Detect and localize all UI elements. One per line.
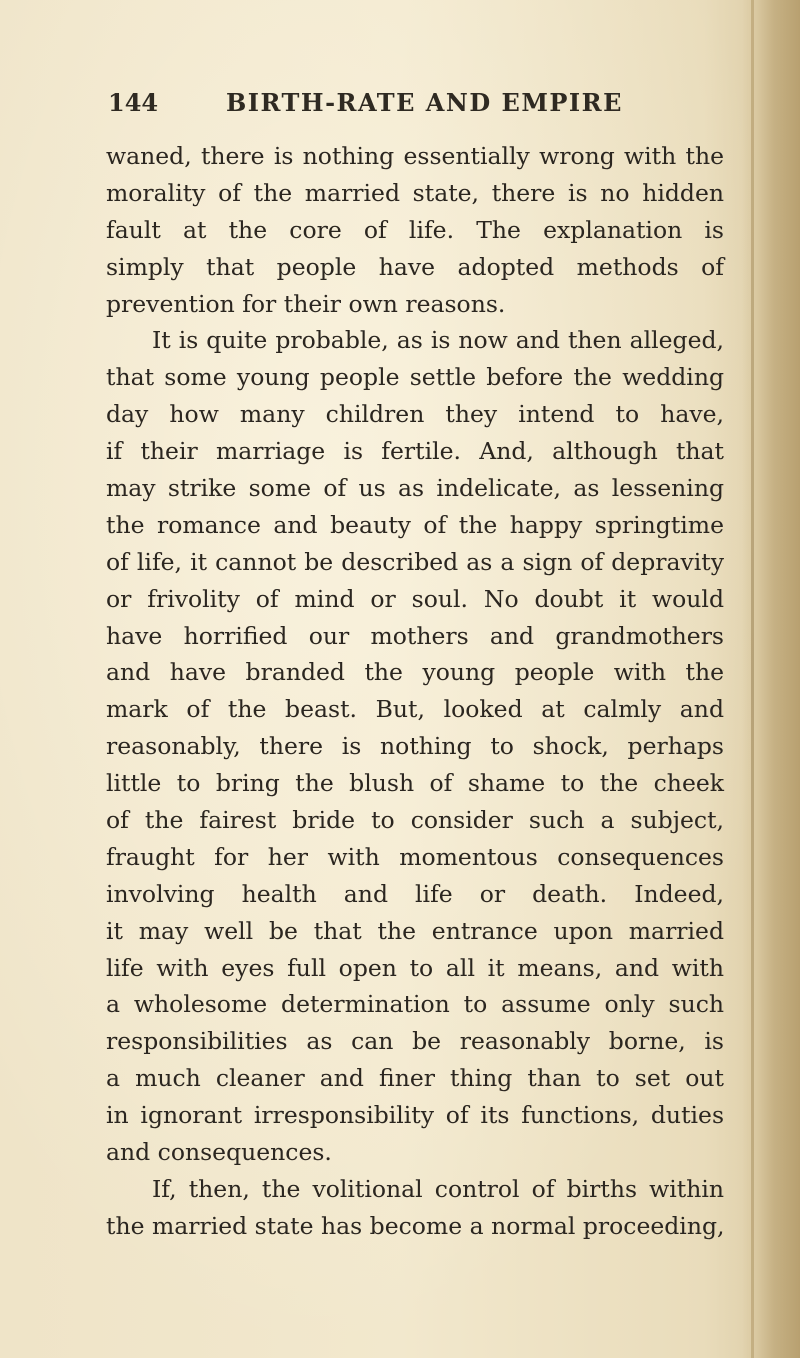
text-line: it may well be that the entrance upon married <box>106 916 724 945</box>
text-line: morality of the married state, there is no hidden <box>106 178 724 207</box>
text-line: the romance and beauty of the happy springtime <box>106 510 724 539</box>
text-line: involving health and life or death. Indeed, <box>106 879 724 908</box>
text-line: fraught for her with momentous consequences <box>106 842 724 871</box>
text-line: a much cleaner and finer thing than to set out <box>106 1064 724 1093</box>
body-text <box>106 138 724 1245</box>
page-number: 144 <box>108 88 159 117</box>
text-line: have horrified our mothers and grandmothers <box>106 621 724 650</box>
text-line: reasonably, there is nothing to shock, perhaps <box>106 732 724 761</box>
text-line: little to bring the blush of shame to the cheek <box>106 769 724 798</box>
paragraph-end-line: prevention for their own reasons. <box>106 289 506 318</box>
page-header <box>108 88 628 128</box>
text-line: life with eyes full open to all it means, and with <box>106 953 724 982</box>
text-line: that some young people settle before the wedding <box>106 363 724 392</box>
text-line: fault at the core of life. The explanation is <box>106 215 724 244</box>
running-head: BIRTH-RATE AND EMPIRE <box>226 88 623 117</box>
text-line: in ignorant irresponsibility of its functions, duties <box>106 1101 724 1130</box>
page-edge-line <box>751 0 754 1358</box>
text-line: if their marriage is fertile. And, although that <box>106 437 724 466</box>
text-line: a wholesome determination to assume only such <box>106 990 724 1019</box>
text-line: of life, it cannot be described as a sign of depravity <box>106 547 724 576</box>
paragraph-end-line: and consequences. <box>106 1138 332 1167</box>
text-line: simply that people have adopted methods of <box>106 252 724 281</box>
text-line: the married state has become a normal proceeding, <box>106 1211 725 1240</box>
paragraph-start-line: It is quite probable, as is now and then alleged, <box>152 326 724 355</box>
text-line: day how many children they intend to have, <box>106 400 724 429</box>
text-line: or frivolity of mind or soul. No doubt it would <box>106 584 724 613</box>
paragraph-start-line: If, then, the volitional control of births within <box>152 1174 724 1203</box>
text-line: waned, there is nothing essentially wrong with the <box>106 142 724 170</box>
text-line: mark of the beast. But, looked at calmly and <box>106 695 724 724</box>
text-line: responsibilities as can be reasonably borne, is <box>106 1027 724 1056</box>
text-line: of the fairest bride to consider such a subject, <box>106 806 724 835</box>
text-line: may strike some of us as indelicate, as lessening <box>106 474 724 503</box>
text-line: and have branded the young people with the <box>106 658 724 687</box>
